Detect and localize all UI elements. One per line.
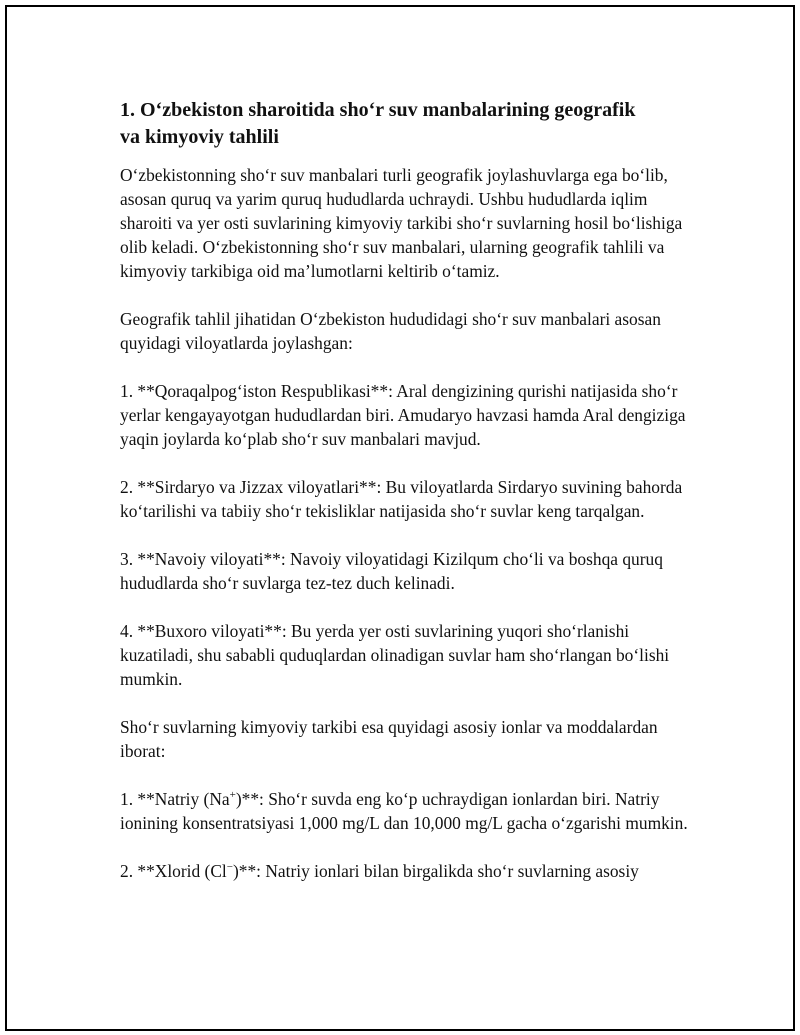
region-item [120, 547, 700, 595]
geography-intro-paragraph: Geografik tahlil jihatidan O‘zbekiston hududidagi sho‘r suv manbalari asosan quyidagi viloyatlarda joylashgan: [120, 309, 661, 353]
ion-item [120, 787, 700, 835]
region-label: 3. **Navoiy viloyati**: [120, 549, 286, 569]
region-text: Aral dengizining qurishi natijasida sho‘r yerlar kengayayotgan hududlardan biri. Amudaryo havzasi hamda Aral dengiziga yaqin joylarda ko‘plab sho‘r suv manbalari mavjud. [120, 381, 686, 449]
heading-line-1: 1. O‘zbekiston sharoitida sho‘r suv manbalarining geografik [120, 99, 636, 121]
region-label: 4. **Buxoro viloyati**: [120, 621, 287, 641]
region-item [120, 619, 700, 691]
ion-charge: − [226, 861, 233, 874]
region-label: 2. **Sirdaryo va Jizzax viloyatlari**: [120, 477, 382, 497]
ion-item [120, 859, 700, 883]
ion-label-prefix: 1. **Natriy (Na [120, 789, 230, 809]
heading-line-2: va kimyoviy tahlili [120, 126, 279, 148]
chemistry-intro-paragraph: Sho‘r suvlarning kimyoviy tarkibi esa quyidagi asosiy ionlar va moddalardan iborat: [120, 717, 658, 761]
ion-charge: + [229, 789, 236, 802]
region-text: Bu viloyatlarda Sirdaryo suvining bahorda ko‘tarilishi va tabiiy sho‘r tekisliklar natijasida sho‘r suvlar keng tarqalgan. [120, 477, 683, 521]
region-text: Bu yerda yer osti suvlarining yuqori sho‘rlanishi kuzatiladi, shu sababli quduqlardan olinadigan suvlar ham sho‘rlangan bo‘lishi mumkin. [120, 621, 670, 689]
region-label: 1. **Qoraqalpog‘iston Respublikasi**: [120, 381, 393, 401]
region-item [120, 379, 700, 451]
ion-text: Sho‘r suvda eng ko‘p uchraydigan ionlardan biri. Natriy ionining konsentratsiyasi 1,000 mg/L dan 10,000 mg/L gacha o‘zgarishi mumkin. [120, 789, 688, 833]
ion-label-suffix: )**: [235, 789, 264, 809]
intro-paragraph: O‘zbekistonning sho‘r suv manbalari turli geografik joylashuvlarga ega bo‘lib, asosan quruq va yarim quruq hududlarda uchraydi. Ushbu hududlarda iqlim sharoiti va yer osti suvlarining kimyoviy tarkibi sho‘r suvlarning hosil bo‘lishiga olib keladi. O‘zbekistonning sho‘r suv manbalari, ularning geografik tahlili va kimyoviy tarkibiga oid ma’lumotlarni keltirib o‘tamiz. [120, 165, 683, 281]
ion-label-suffix: )**: [232, 861, 261, 881]
document-content [120, 97, 700, 907]
section-heading [120, 97, 700, 151]
region-text: Navoiy viloyatidagi Kizilqum cho‘li va boshqa quruq hududlarda sho‘r suvlarga tez-tez duch kelinadi. [120, 549, 663, 593]
region-item [120, 475, 700, 523]
ion-label-prefix: 2. **Xlorid (Cl [120, 861, 227, 881]
ion-text: Natriy ionlari bilan birgalikda sho‘r suvlarning asosiy [261, 861, 639, 881]
document-page [5, 5, 795, 1031]
